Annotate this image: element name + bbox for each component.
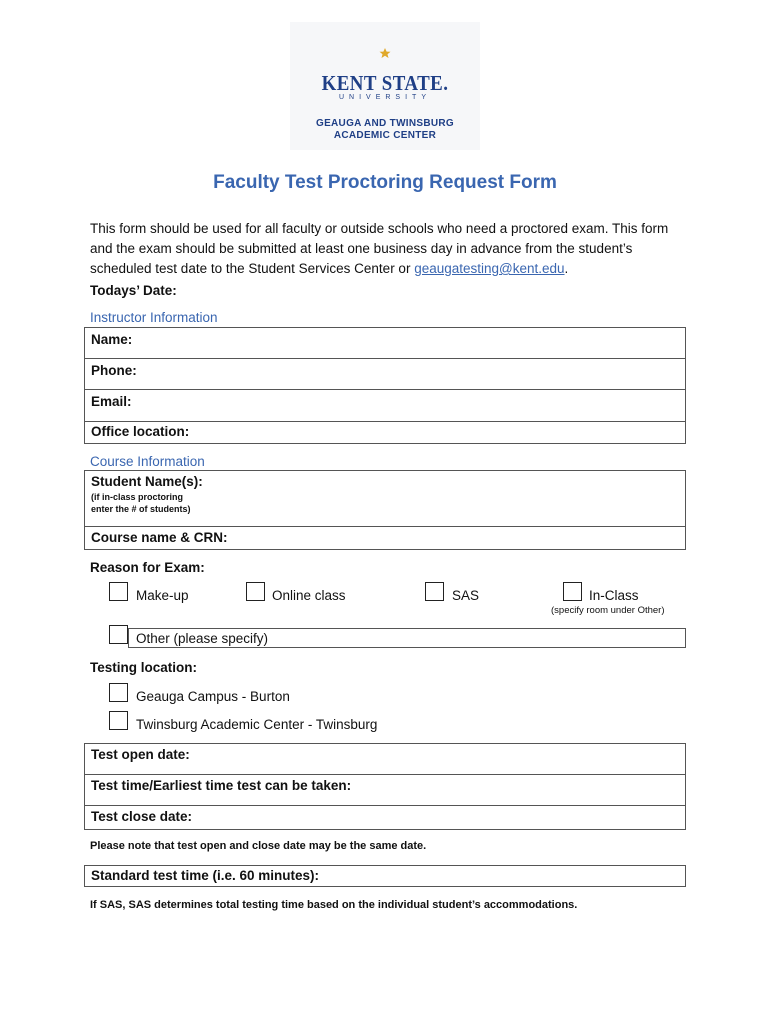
logo-campus-line2: ACADEMIC CENTER: [333, 130, 437, 141]
same-date-note: Please note that test open and close date may be the same date.: [90, 840, 427, 852]
email-label: Email:: [91, 394, 132, 409]
course-heading: Course Information: [90, 454, 205, 469]
sas-note: If SAS, SAS determines total testing time based on the individual student’s accommodations.: [90, 899, 578, 911]
intro-text: This form should be used for all faculty or outside schools who need a proctored exam. This form and the exam should be submitted at least one business day in advance from the student’s scheduled test date to the Student Services Center or: [90, 221, 669, 276]
in-class-note: (specify room under Other): [551, 605, 665, 616]
geauga-label: Geauga Campus - Burton: [136, 689, 290, 704]
page-title: Faculty Test Proctoring Request Form: [213, 172, 557, 193]
makeup-label: Make-up: [136, 588, 189, 603]
close-date-row[interactable]: [85, 806, 685, 829]
testing-location-label: Testing location:: [90, 660, 197, 675]
todays-date-label: Todays’ Date:: [90, 283, 177, 298]
sas-checkbox[interactable]: [425, 582, 444, 601]
other-checkbox[interactable]: [109, 625, 128, 644]
logo-university: UNIVERSITY: [338, 94, 431, 101]
intro-paragraph: [90, 219, 680, 279]
email-row[interactable]: [85, 390, 685, 422]
students-row[interactable]: [85, 471, 685, 527]
open-date-label: Test open date:: [91, 747, 190, 762]
online-class-label: Online class: [272, 588, 346, 603]
other-label: Other (please specify): [136, 631, 269, 646]
students-note-2: enter the # of students): [91, 504, 191, 514]
standard-time-label: Standard test time (i.e. 60 minutes):: [91, 868, 320, 883]
star-icon: [378, 48, 392, 58]
intro-end: .: [564, 261, 569, 276]
test-time-row[interactable]: [85, 775, 685, 806]
students-label: Student Name(s):: [91, 474, 203, 489]
logo-wordmark: KENT STATE.: [321, 71, 449, 95]
in-class-label: In-Class: [589, 588, 639, 603]
course-label: Course name & CRN:: [91, 530, 228, 545]
course-table: [84, 470, 686, 550]
students-note-1: (if in-class proctoring: [91, 492, 184, 502]
instructor-heading: Instructor Information: [90, 310, 218, 325]
phone-row[interactable]: [85, 359, 685, 390]
kent-state-logo: [290, 22, 480, 150]
sas-label: SAS: [452, 588, 480, 603]
open-date-row[interactable]: [85, 744, 685, 775]
name-label: Name:: [91, 332, 133, 347]
name-row[interactable]: [85, 328, 685, 359]
office-row[interactable]: [85, 422, 685, 443]
instructor-table: [84, 327, 686, 444]
dates-table: [84, 743, 686, 830]
email-link[interactable]: geaugatesting@kent.edu: [414, 261, 565, 276]
reason-label: Reason for Exam:: [90, 560, 205, 575]
online-class-checkbox[interactable]: [246, 582, 265, 601]
in-class-checkbox[interactable]: [563, 582, 582, 601]
close-date-label: Test close date:: [91, 809, 193, 824]
office-label: Office location:: [91, 424, 190, 439]
geauga-checkbox[interactable]: [109, 683, 128, 702]
standard-time-field[interactable]: [84, 865, 686, 887]
twinsburg-checkbox[interactable]: [109, 711, 128, 730]
course-row[interactable]: [85, 527, 685, 549]
makeup-checkbox[interactable]: [109, 582, 128, 601]
phone-label: Phone:: [91, 363, 137, 378]
twinsburg-label: Twinsburg Academic Center - Twinsburg: [136, 717, 378, 732]
logo-campus-line1: GEAUGA AND TWINSBURG: [315, 118, 455, 129]
test-time-label: Test time/Earliest time test can be taken:: [91, 778, 352, 793]
